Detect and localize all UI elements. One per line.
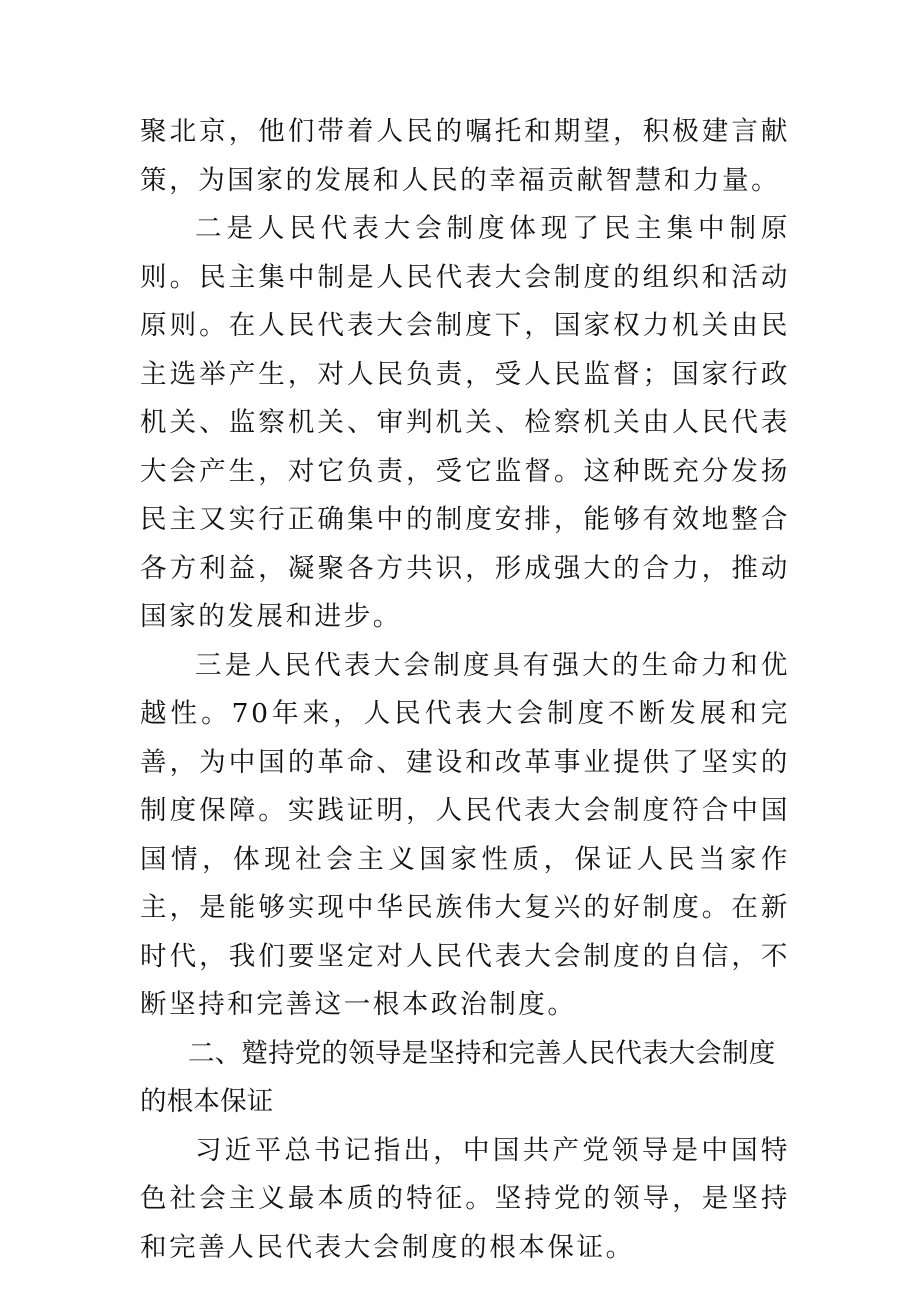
paragraph-party-leadership: 习近平总书记指出，中国共产党领导是中国特色社会主义最本质的特征。坚持党的领导，是坚持和完善人民代表大会制度的根本保证。 <box>140 1134 790 1263</box>
document-body <box>140 108 790 1272</box>
paragraph-continuation: 聚北京，他们带着人民的嘱托和期望，积极建言献策，为国家的发展和人民的幸福贡献智慧和力量。 <box>140 116 790 196</box>
paragraph-democratic-centralism: 二是人民代表大会制度体现了民主集中制原则。民主集中制是人民代表大会制度的组织和活动原则。在人民代表大会制度下，国家权力机关由民主选举产生，对人民负责，受人民监督；国家行政机关、监察机关、审判机关、检察机关由人民代表大会产生，对它负责，受它监督。这种既充分发扬民主又实行正确集中的制度安排，能够有效地整合各方利益，凝聚各方共识，形成强大的合力，推动国家的发展和进步。 <box>140 213 790 632</box>
section-heading: 二、蹵持党的领导是坚持和完善人民代表大会制度的根本保证 <box>140 1037 776 1117</box>
paragraph-vitality-superiority: 三是人民代表大会制度具有强大的生命力和优越性。70年来，人民代表大会制度不断发展和完善，为中国的革命、建设和改革事业提供了坚实的制度保障。实践证明，人民代表大会制度符合中国国情，体现社会主义国家性质，保证人民当家作主，是能够实现中华民族伟大复兴的好制度。在新时代，我们要坚定对人民代表大会制度的自信，不断坚持和完善这一根本政治制度。 <box>140 649 790 1020</box>
